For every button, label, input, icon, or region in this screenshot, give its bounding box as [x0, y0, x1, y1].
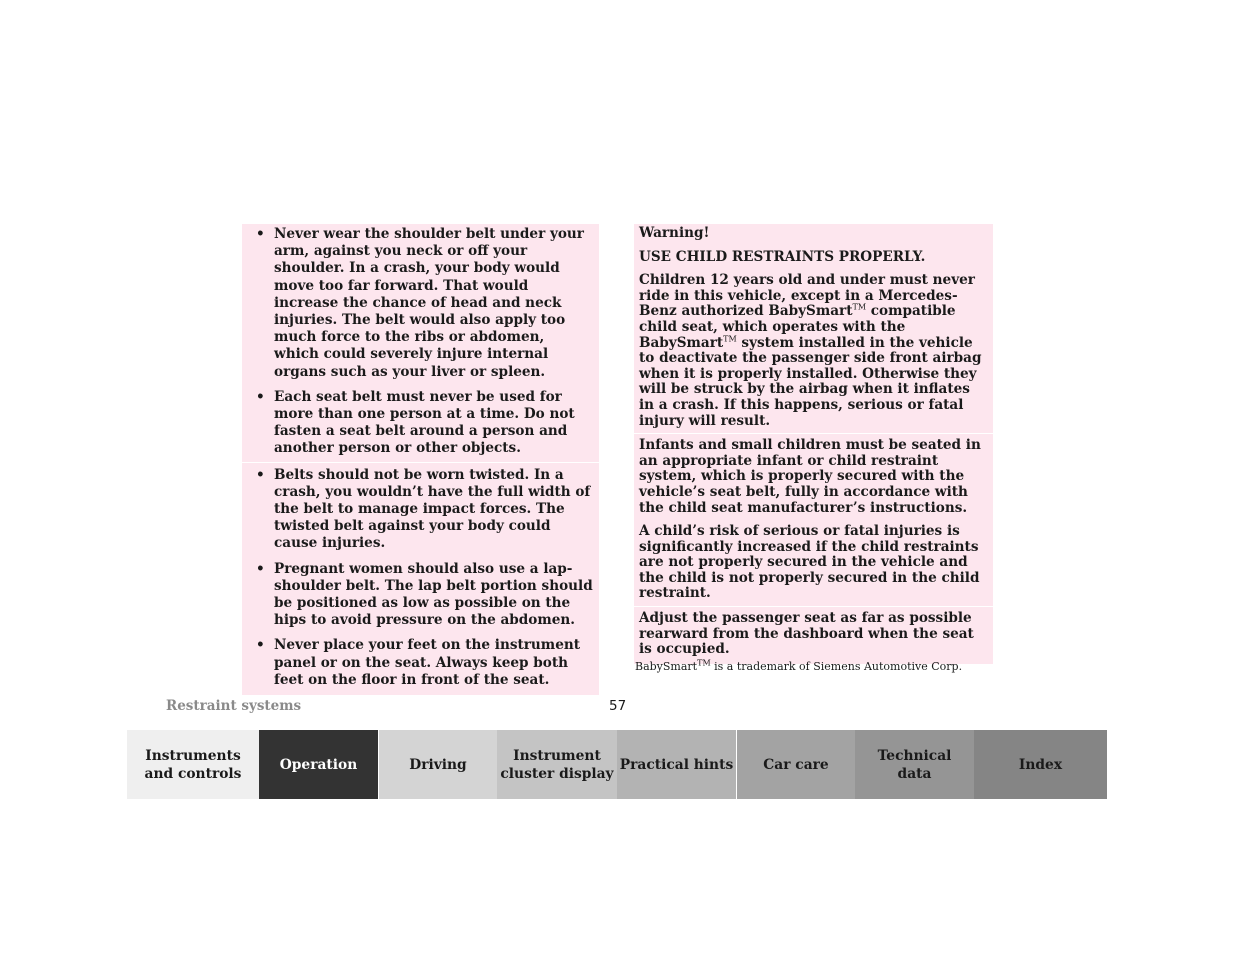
- trademark-mark: TM: [697, 658, 711, 668]
- trademark-footnote: BabySmart™ is a trademark of Siemens Automotive Corp.: [635, 658, 963, 673]
- tab-driving[interactable]: Driving: [378, 730, 497, 799]
- section-title: Restraint systems: [166, 698, 302, 714]
- tab-practical-hints[interactable]: Practical hints: [617, 730, 736, 799]
- bullet-icon: •: [256, 388, 265, 405]
- bullet-icon: •: [256, 466, 265, 483]
- warning-paragraph-2: Infants and small children must be seated in an appropriate infant or child restraint system, which is properly secured with the vehicle’s seat belt, fully in accordance with the child seat manufacturer’s instructions.: [639, 437, 981, 516]
- tab-instrument-cluster-display[interactable]: Instrument cluster display: [497, 730, 617, 799]
- chapter-nav: [127, 730, 1107, 799]
- trademark-mark: TM: [723, 334, 737, 344]
- tab-car-care[interactable]: Car care: [736, 730, 855, 799]
- tab-index[interactable]: Index: [974, 730, 1107, 799]
- list-item: • Pregnant women should also use a lap-shoulder belt. The lap belt portion should be positioned as low as possible on the hips to avoid pressure on the abdomen.: [256, 560, 593, 629]
- warning-block-2: [634, 434, 993, 607]
- warning-block-1: [634, 224, 993, 434]
- bullet-icon: •: [256, 560, 265, 577]
- tab-technical-data[interactable]: Technical data: [855, 730, 974, 799]
- tab-operation[interactable]: Operation: [259, 730, 378, 799]
- tab-instruments-and-controls[interactable]: Instruments and controls: [127, 730, 259, 799]
- page-number: 57: [609, 698, 627, 714]
- bullet-icon: •: [256, 637, 265, 654]
- left-column: [242, 224, 599, 695]
- warning-paragraph-4: Adjust the passenger seat as far as possible rearward from the dashboard when the seat is occupied.: [639, 610, 974, 658]
- list-item: • Never wear the shoulder belt under your arm, against you neck or off your shoulder. In a crash, your body would move too far forward. That would increase the chance of head and neck injuries. The belt would also apply too much force to the ribs or abdomen, which could severely injure internal organs such as your liver or spleen.: [256, 226, 584, 380]
- trademark-mark: TM: [852, 302, 867, 312]
- warning-paragraph-3: A child’s risk of serious or fatal injuries is significantly increased if the child restraints are not properly secured in the vehicle and the child is not properly secured in the child restraint.: [639, 523, 980, 602]
- bullet-list-2: [254, 467, 593, 689]
- warning-title: Warning!: [639, 225, 710, 241]
- bullet-list-1: [254, 226, 593, 458]
- seat-belt-warnings-block-1: [242, 224, 599, 463]
- warning-paragraph-1: Children 12 years old and under must never ride in this vehicle, except in a Mercedes-Benz authorized BabySmart™ compatible child seat, which operates with the BabySmart™ system installed in the vehicle to deactivate the passenger side front airbag when it is properly installed. Otherwise they will be struck by the airbag when it inflates in a crash. If this happens, serious or fatal injury will result.: [639, 272, 982, 429]
- list-item: • Belts should not be worn twisted. In a crash, you wouldn’t have the full width of the belt to manage impact forces. The twisted belt against your body could cause injuries.: [256, 466, 591, 552]
- list-item: • Never place your feet on the instrument panel or on the seat. Always keep both feet on the floor in front of the seat.: [256, 637, 580, 688]
- list-item: • Each seat belt must never be used for more than one person at a time. Do not fasten a seat belt around a person and another person or other objects.: [256, 388, 575, 457]
- bullet-icon: •: [256, 226, 265, 242]
- seat-belt-warnings-block-2: [242, 463, 599, 695]
- warning-heading: USE CHILD RESTRAINTS PROPERLY.: [639, 248, 926, 265]
